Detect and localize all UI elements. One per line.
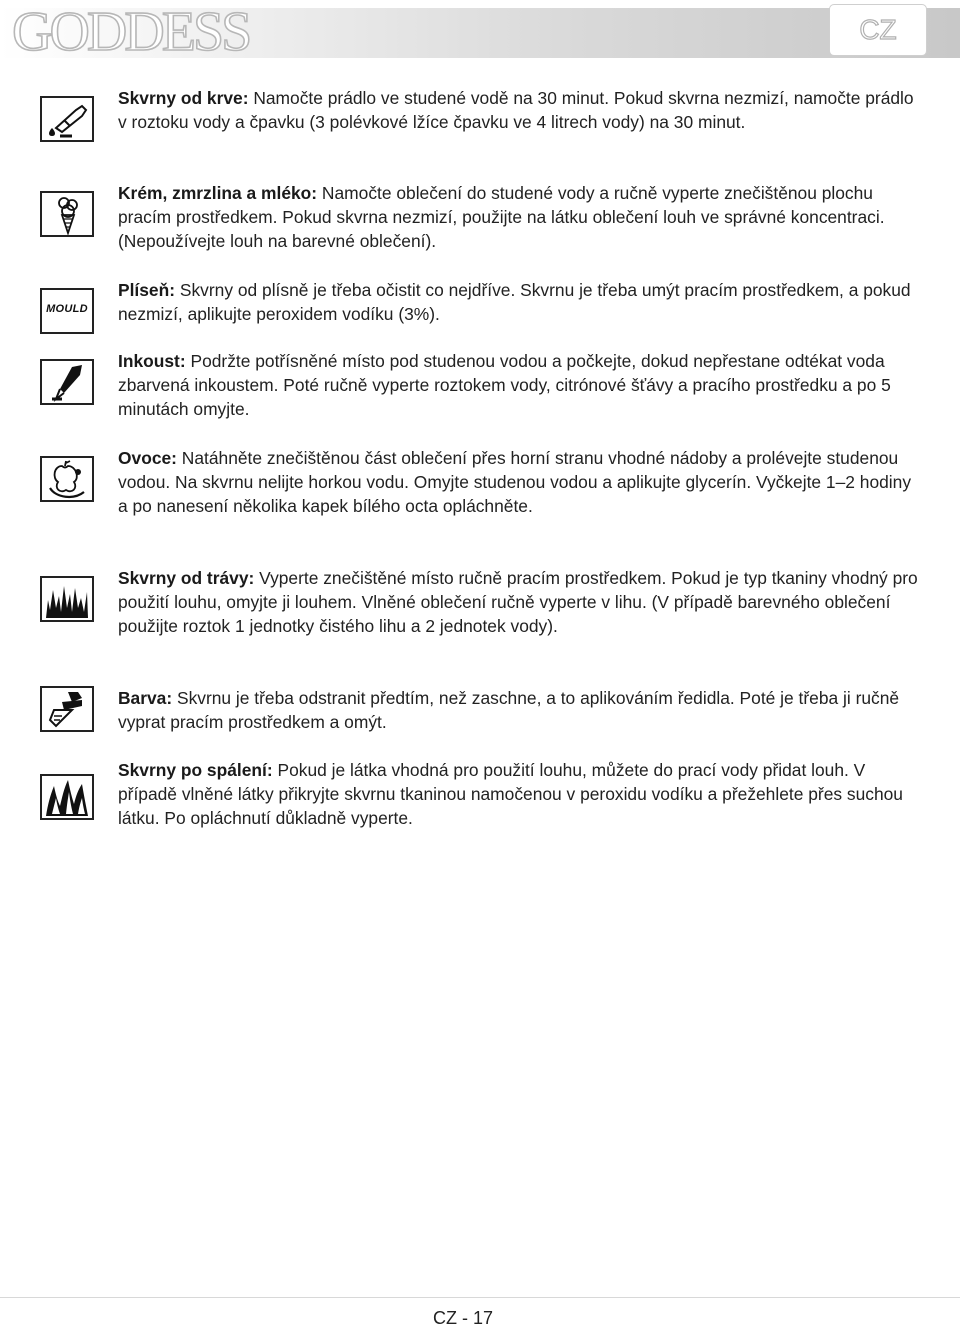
stain-entry-title: Plíseň: bbox=[118, 280, 176, 300]
stain-entry-body: Namočte oblečení do studené vody a ručně vyperte znečištěnou plochu pracím prostředkem. Pokud skvrna nezmizí, použijte na látku oblečení louh ve správné koncentraci. (Nepoužívejte louh na barevné oblečení). bbox=[118, 183, 885, 251]
stain-entry-text bbox=[118, 349, 918, 421]
blood-dropper-icon bbox=[40, 96, 94, 142]
stain-entry-body: Namočte prádlo ve studené vodě na 30 minut. Pokud skvrna nezmizí, namočte prádlo v roztoku vody a čpavku (3 polévkové lžíce čpavku ve 4 litrech vody) na 30 minut. bbox=[118, 88, 914, 132]
stain-entry-body: Podržte potřísněné místo pod studenou vodou a počkejte, dokud nepřestane odtékat voda zbarvená inkoustem. Poté ručně vyperte roztokem vody, citrónové šťávy a pracího prostředku a po 5 minutách omyjte. bbox=[118, 351, 891, 419]
stain-entry-title: Skvrny po spálení: bbox=[118, 760, 273, 780]
stain-entry-body: Pokud je látka vhodná pro použití louhu, můžete do prací vody přidat louh. V případě vlněné látky přikryjte skvrnu tkaninou namočenou v peroxidu vodíku a přežehlete přes suchou látku. Po opláchnutí důkladně vyperte. bbox=[118, 760, 903, 828]
mould-icon bbox=[40, 288, 94, 334]
fruit-icon bbox=[40, 456, 94, 502]
stain-entry-body: Vyperte znečištěné místo ručně pracím prostředkem. Pokud je typ tkaniny vhodný pro použití louhu, omyjte ji louhem. Vlněné oblečení ručně vyperte v lihu. (V případě barevného oblečení použijte roztok 1 jednotky čistého lihu a 2 jednotek vody). bbox=[118, 568, 918, 636]
mould-icon-label: MOULD bbox=[46, 303, 88, 315]
stain-entry-body: Skvrnu je třeba odstranit předtím, než zaschne, a to aplikováním ředidla. Poté je třeba ji ručně vyprat pracím prostředkem a omýt. bbox=[118, 688, 900, 732]
footer-divider bbox=[0, 1297, 960, 1298]
stain-entry-text bbox=[118, 686, 918, 734]
fountain-pen-icon bbox=[40, 359, 94, 405]
stain-entry-text bbox=[118, 278, 918, 326]
stain-entry-text bbox=[118, 566, 918, 638]
paint-brush-icon bbox=[40, 686, 94, 732]
goddess-logo: GODDESS bbox=[12, 1, 250, 63]
stain-entry-text bbox=[118, 446, 918, 518]
grass-icon bbox=[40, 576, 94, 622]
language-badge: CZ bbox=[829, 4, 927, 56]
stain-entry-title: Skvrny od krve: bbox=[118, 88, 249, 108]
stain-entry-title: Skvrny od trávy: bbox=[118, 568, 255, 588]
ice-cream-icon bbox=[40, 191, 94, 237]
stain-entry-title: Barva: bbox=[118, 688, 173, 708]
stain-entry-text bbox=[118, 86, 918, 134]
stain-entry-text bbox=[118, 758, 918, 830]
page-number: CZ - 17 bbox=[432, 1308, 493, 1328]
stain-entry-title: Krém, zmrzlina a mléko: bbox=[118, 183, 318, 203]
burn-flame-icon bbox=[40, 774, 94, 820]
stain-entry-title: Inkoust: bbox=[118, 351, 186, 371]
stain-entry-body: Natáhněte znečištěnou část oblečení přes horní stranu vhodné nádoby a prolévejte studenou vodou. Na skvrnu nelijte horkou vodu. Omyjte studenou vodou a aplikujte glycerín. Vyčkejte 1–2 hodiny a po nanesení několika kapek bílého octa opláchněte. bbox=[118, 448, 912, 516]
stain-entry-title: Ovoce: bbox=[118, 448, 177, 468]
stain-entry-body: Skvrny od plísně je třeba očistit co nejdříve. Skvrnu je třeba umýt pracím prostředkem, a pokud nezmizí, aplikujte peroxidem vodíku (3%). bbox=[118, 280, 911, 324]
stain-entry-text bbox=[118, 181, 918, 253]
